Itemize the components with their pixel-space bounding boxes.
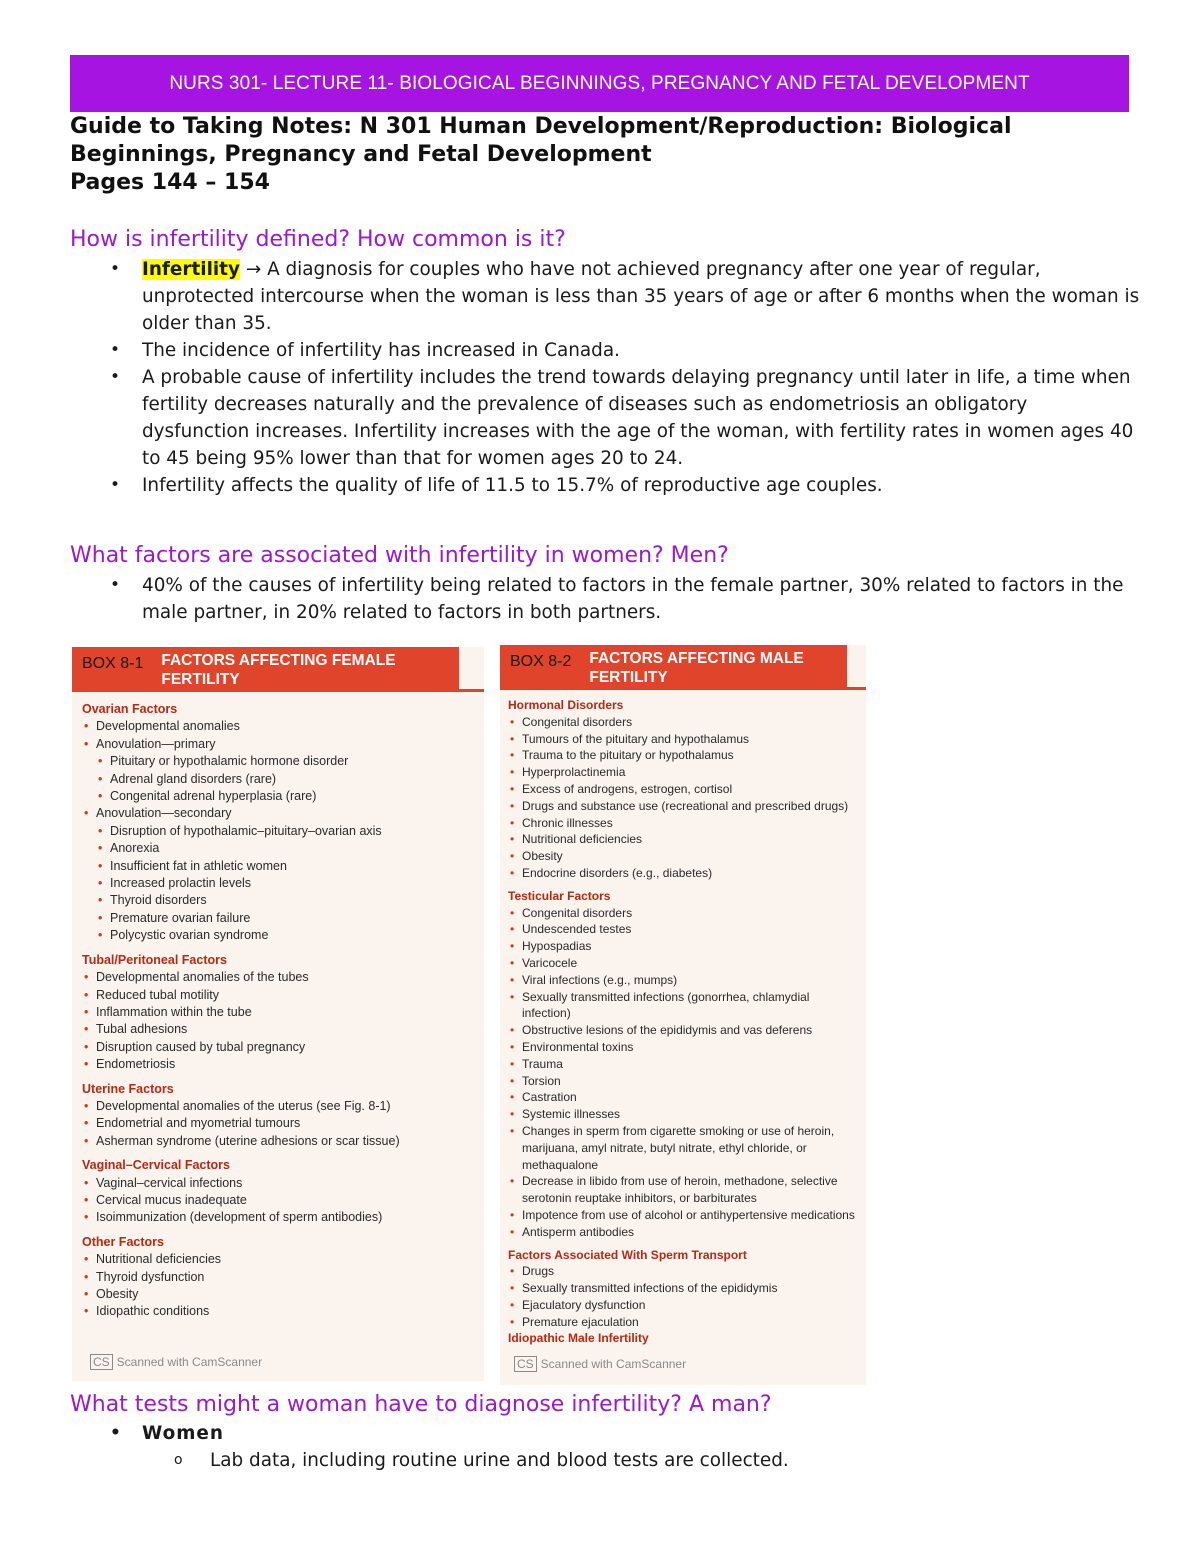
list-item: • Endometriosis bbox=[82, 1056, 482, 1073]
list-item: • Thyroid dysfunction bbox=[82, 1269, 482, 1286]
divider bbox=[500, 687, 866, 690]
section-heading: Testicular Factors bbox=[508, 888, 611, 903]
list-item: • Sexually transmitted infections (gonorrhea, chlamydial infection) bbox=[508, 989, 860, 1023]
list-item-text: Women bbox=[142, 1423, 224, 1444]
list-item: • Endocrine disorders (e.g., diabetes) bbox=[508, 865, 860, 882]
box-title bbox=[581, 645, 847, 687]
section-heading: Vaginal–Cervical Factors bbox=[82, 1158, 230, 1173]
camscanner-logo-icon: CS bbox=[90, 1354, 113, 1370]
list-item bbox=[70, 364, 1140, 472]
section-heading: Hormonal Disorders bbox=[508, 698, 624, 712]
list-item: • Decrease in libido from use of heroin, methadone, selective serotonin reuptake inhibitors, or barbiturates bbox=[508, 1173, 860, 1207]
box-header bbox=[72, 647, 459, 689]
list-item: • Excess of androgens, estrogen, cortisol bbox=[508, 781, 860, 798]
list-item: • Endometrial and myometrial tumours bbox=[82, 1115, 482, 1132]
list-item: • Congenital disorders bbox=[508, 905, 860, 922]
list-item: • Cervical mucus inadequate bbox=[82, 1192, 482, 1209]
list-item: • Increased prolactin levels bbox=[82, 875, 482, 892]
list-item: • Anorexia bbox=[82, 840, 482, 857]
list-item: • Environmental toxins bbox=[508, 1039, 860, 1056]
list-item: • Congenital disorders bbox=[508, 714, 860, 731]
list-item: • Hypospadias bbox=[508, 938, 860, 955]
document-title bbox=[70, 113, 1150, 197]
circle-bullet-icon: o bbox=[174, 1452, 183, 1468]
section-heading: Uterine Factors bbox=[82, 1081, 174, 1096]
list-item: • Trauma bbox=[508, 1056, 860, 1073]
box-title bbox=[153, 647, 459, 689]
list-item: • Thyroid disorders bbox=[82, 892, 482, 909]
list-item: • Anovulation—primary bbox=[82, 736, 482, 753]
question-heading-3: What tests might a woman have to diagnose infertility? A man? bbox=[70, 1392, 772, 1417]
list-item: • Congenital adrenal hyperplasia (rare) bbox=[82, 788, 482, 805]
box-content bbox=[508, 697, 860, 1347]
box-female-fertility bbox=[72, 647, 484, 1381]
section-heading: Factors Associated With Sperm Transport bbox=[508, 1247, 747, 1262]
section-heading: Other Factors bbox=[82, 1234, 164, 1249]
bullet-icon: • bbox=[110, 340, 121, 360]
list-item-text: The incidence of infertility has increased in Canada. bbox=[142, 340, 620, 361]
list-item-text: A probable cause of infertility includes the trend towards delaying pregnancy until later in life, a time when fertility decreases naturally and the prevalence of diseases such as endometriosis an obligatory dysfunction increases. Infertility increases with the age of the woman, with fertility rates in women ages 40 to 45 being 95% lower than that for women ages 20 to 24. bbox=[142, 367, 1134, 469]
question-heading-2: What factors are associated with infertility in women? Men? bbox=[70, 543, 729, 568]
bullet-list-2 bbox=[70, 572, 1140, 626]
section-heading: Tubal/Peritoneal Factors bbox=[82, 952, 227, 967]
box-number: BOX 8-2 bbox=[500, 645, 581, 687]
pages-line: Pages 144 – 154 bbox=[70, 170, 270, 195]
bullet-list-1 bbox=[70, 256, 1140, 499]
list-item bbox=[70, 1447, 1140, 1474]
list-item: • Systemic illnesses bbox=[508, 1106, 860, 1123]
list-item: • Developmental anomalies of the uterus (see Fig. 8-1) bbox=[82, 1098, 482, 1115]
list-item: • Obesity bbox=[508, 848, 860, 865]
list-item: • Reduced tubal motility bbox=[82, 987, 482, 1004]
title-line-1: Guide to Taking Notes: N 301 Human Development/Reproduction: Biological bbox=[70, 114, 1012, 139]
list-item: • Antisperm antibodies bbox=[508, 1224, 860, 1241]
list-item: • Disruption caused by tubal pregnancy bbox=[82, 1039, 482, 1056]
bullet-icon: • bbox=[110, 1423, 122, 1443]
box-header bbox=[500, 645, 847, 687]
list-item: • Tumours of the pituitary and hypothalamus bbox=[508, 731, 860, 748]
header-bar bbox=[70, 55, 1129, 112]
list-item: • Isoimmunization (development of sperm antibodies) bbox=[82, 1209, 482, 1226]
list-item-text: 40% of the causes of infertility being related to factors in the female partner, 30% related to factors in the male partner, in 20% related to factors in both partners. bbox=[142, 575, 1124, 623]
list-item: • Premature ovarian failure bbox=[82, 910, 482, 927]
arrow-icon: → bbox=[239, 259, 268, 280]
list-item bbox=[70, 572, 1140, 626]
list-item: • Asherman syndrome (uterine adhesions or scar tissue) bbox=[82, 1133, 482, 1150]
bullet-icon: • bbox=[110, 259, 121, 279]
list-item: • Obesity bbox=[82, 1286, 482, 1303]
list-item: • Torsion bbox=[508, 1073, 860, 1090]
list-item: • Polycystic ovarian syndrome bbox=[82, 927, 482, 944]
camscanner-logo-icon: CS bbox=[514, 1356, 537, 1372]
list-item-text: Lab data, including routine urine and blood tests are collected. bbox=[210, 1450, 789, 1471]
list-item: • Nutritional deficiencies bbox=[82, 1251, 482, 1268]
box-number: BOX 8-1 bbox=[72, 647, 153, 689]
list-item: • Undescended testes bbox=[508, 921, 860, 938]
list-item: • Viral infections (e.g., mumps) bbox=[508, 972, 860, 989]
list-item: • Hyperprolactinemia bbox=[508, 764, 860, 781]
section-heading: Ovarian Factors bbox=[82, 702, 178, 716]
list-item: • Inflammation within the tube bbox=[82, 1004, 482, 1021]
box-title-line-1: FACTORS AFFECTING FEMALE bbox=[161, 652, 396, 669]
box-male-fertility bbox=[500, 645, 866, 1385]
camscanner-watermark bbox=[90, 1355, 262, 1369]
title-line-2: Beginnings, Pregnancy and Fetal Development bbox=[70, 142, 652, 167]
list-item bbox=[70, 337, 1140, 364]
list-item bbox=[70, 1420, 1140, 1447]
bullet-icon: • bbox=[110, 367, 121, 387]
list-item: • Insufficient fat in athletic women bbox=[82, 858, 482, 875]
definition-text: A diagnosis for couples who have not achieved pregnancy after one year of regular, unprotected intercourse when the woman is less than 35 years of age or after 6 months when the woman is older than 35. bbox=[142, 259, 1140, 334]
section-heading: Idiopathic Male Infertility bbox=[508, 1331, 649, 1346]
list-item: • Developmental anomalies bbox=[82, 718, 482, 735]
list-item: • Varicocele bbox=[508, 955, 860, 972]
list-item: • Changes in sperm from cigarette smoking or use of heroin, marijuana, amyl nitrate, butyl nitrate, ethyl chloride, or methaqualone bbox=[508, 1123, 860, 1173]
list-item: • Obstructive lesions of the epididymis and vas deferens bbox=[508, 1022, 860, 1039]
bullet-icon: • bbox=[110, 575, 121, 595]
list-item: • Impotence from use of alcohol or antihypertensive medications bbox=[508, 1207, 860, 1224]
list-item: • Adrenal gland disorders (rare) bbox=[82, 771, 482, 788]
term-infertility: Infertility bbox=[142, 259, 240, 280]
list-item: • Tubal adhesions bbox=[82, 1021, 482, 1038]
list-item: • Developmental anomalies of the tubes bbox=[82, 969, 482, 986]
list-item: • Castration bbox=[508, 1089, 860, 1106]
box-title-line-2: FERTILITY bbox=[161, 671, 240, 688]
watermark-text: Scanned with CamScanner bbox=[116, 1355, 263, 1369]
camscanner-watermark bbox=[514, 1357, 686, 1371]
box-title-line-1: FACTORS AFFECTING MALE bbox=[589, 650, 804, 667]
bullet-icon: • bbox=[110, 475, 121, 495]
header-title: NURS 301- LECTURE 11- BIOLOGICAL BEGINNINGS, PREGNANCY AND FETAL DEVELOPMENT bbox=[169, 72, 1030, 94]
list-item: • Drugs bbox=[508, 1263, 860, 1280]
list-item: • Premature ejaculation bbox=[508, 1314, 860, 1331]
divider bbox=[72, 689, 484, 692]
question-heading-1: How is infertility defined? How common is it? bbox=[70, 227, 566, 252]
list-item: • Sexually transmitted infections of the epididymis bbox=[508, 1280, 860, 1297]
list-item bbox=[70, 472, 1140, 499]
list-item: • Anovulation—secondary bbox=[82, 805, 482, 822]
box-content bbox=[82, 701, 482, 1321]
bullet-list-3 bbox=[70, 1420, 1140, 1474]
list-item: • Pituitary or hypothalamic hormone disorder bbox=[82, 753, 482, 770]
list-item: • Nutritional deficiencies bbox=[508, 831, 860, 848]
list-item: • Ejaculatory dysfunction bbox=[508, 1297, 860, 1314]
list-item: • Vaginal–cervical infections bbox=[82, 1175, 482, 1192]
list-item: • Drugs and substance use (recreational and prescribed drugs) bbox=[508, 798, 860, 815]
list-item: • Disruption of hypothalamic–pituitary–ovarian axis bbox=[82, 823, 482, 840]
list-item-text: Infertility affects the quality of life of 11.5 to 15.7% of reproductive age couples. bbox=[142, 475, 883, 496]
list-item: • Idiopathic conditions bbox=[82, 1303, 482, 1320]
list-item: • Chronic illnesses bbox=[508, 815, 860, 832]
list-item bbox=[70, 256, 1140, 337]
list-item: • Trauma to the pituitary or hypothalamus bbox=[508, 747, 860, 764]
watermark-text: Scanned with CamScanner bbox=[540, 1357, 687, 1371]
box-title-line-2: FERTILITY bbox=[589, 669, 668, 686]
